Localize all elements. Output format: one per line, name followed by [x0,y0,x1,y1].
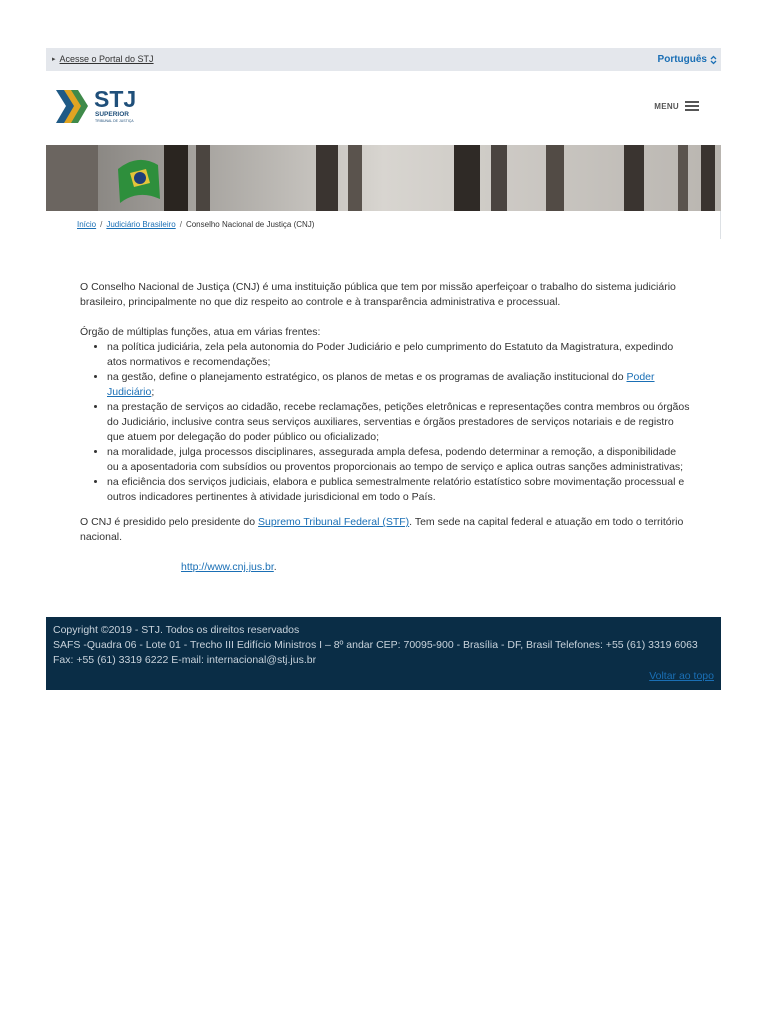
breadcrumb-item-current: Conselho Nacional de Justiça (CNJ) [185,220,315,229]
poder-judiciario-link[interactable]: Poder Judiciário [107,371,655,398]
page-frame [46,48,721,239]
president-text-post: . Tem sede na capital federal e atuação em todo o território nacional. [80,516,684,543]
list-item: • na moralidade, julga processos disciplinares, assegurada ampla defesa, podendo determinar a remoção, a disponibilidade ou a aposentadoria com subsídios ou proventos proporcionais ao tempo de serviço e aplica outras sanções administrativas; [107,445,690,475]
site-footer [46,617,721,690]
top-bar [46,48,721,71]
list-item [107,370,690,400]
intro-paragraph: O Conselho Nacional de Justiça (CNJ) é uma instituição pública que tem por missão aperfeiçoar o trabalho do sistema judiciário brasileiro, principalmente no que diz respeito ao controle e à transparência administrativa e processual. [80,281,676,308]
list-intro: Órgão de múltiplas funções, atua em várias frentes: [80,326,321,338]
portal-link[interactable]: Acesse o Portal do STJ [59,54,154,64]
site-header [46,71,721,145]
footer-address: SAFS -Quadra 06 - Lote 01 - Trecho III Edifício Ministros I – 8º andar CEP: 70095-900 - Brasília - DF, Brasil Telefones: +55 (61) 3319 6063 Fax: +55 (61) 3319 6222 E-mail: internacional@stj.jus.br [53,639,698,666]
list-item-text: na gestão, define o planejamento estratégico, os planos de metas e os programas de avaliação institucional do [107,371,627,383]
caret-right-icon: ▸ [52,56,56,63]
hamburger-icon [685,101,699,111]
cnj-url-link[interactable]: http://www.cnj.jus.br [181,561,274,573]
url-tail: . [273,561,277,573]
language-select[interactable] [658,54,717,65]
list-item-tail: ; [151,386,155,398]
list-item: • na eficiência dos serviços judiciais, elabora e publica semestralmente relatório estatístico sobre movimentação processual e outros indicadores pertinentes à atividade jurisdicional em todo o País. [107,475,690,505]
main-content [80,280,690,590]
header-banner-image [46,145,721,211]
president-paragraph [80,515,690,545]
breadcrumb-separator: / [100,220,103,229]
language-label: Português [657,54,707,65]
stj-logo[interactable] [54,87,136,127]
functions-list [80,340,690,505]
breadcrumb [46,211,721,239]
breadcrumb-item-home[interactable]: Início [77,220,97,229]
breadcrumb-separator: / [179,220,182,229]
list-item: • na política judiciária, zela pela autonomia do Poder Judiciário e pelo cumprimento do Estatuto da Magistratura, expedindo atos normativos e recomendações; [107,340,690,370]
president-text: O CNJ é presidido pelo presidente do [80,516,259,528]
list-item: • na prestação de serviços ao cidadão, recebe reclamações, petições eletrônicas e representações contra membros ou órgãos do Judiciário, inclusive contra seus serviços auxiliares, serventias e órgãos prestadores de serviços notariais e de registro que atuem por delegação do poder público ou oficializado; [107,400,690,445]
updown-chevron-icon [710,55,717,65]
menu-button[interactable] [654,101,699,111]
url-paragraph [80,560,690,575]
stf-link[interactable]: Supremo Tribunal Federal (STF) [258,516,410,528]
logo-subtitle: SUPERIOR [95,111,129,118]
portal-link-group[interactable] [52,54,154,64]
logo-text: STJ [94,86,137,112]
breadcrumb-item-judiciario[interactable]: Judiciário Brasileiro [106,220,176,229]
back-to-top-link[interactable]: Voltar ao topo [649,670,714,682]
logo-subtitle-2: TRIBUNAL DE JUSTIÇA [95,119,134,123]
menu-label: MENU [654,101,679,111]
footer-copyright: Copyright ©2019 - STJ. Todos os direitos reservados [53,624,300,636]
